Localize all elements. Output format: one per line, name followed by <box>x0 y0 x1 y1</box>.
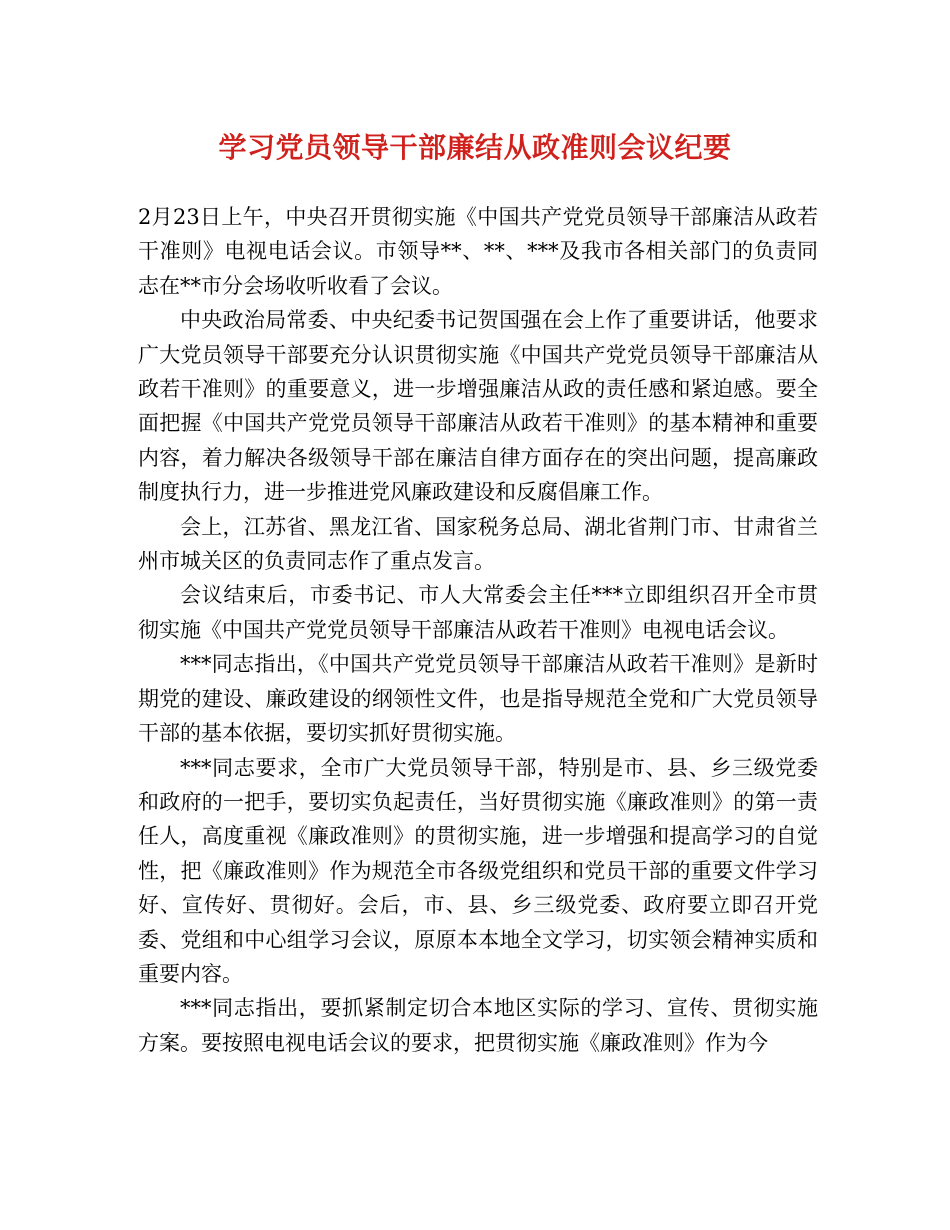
paragraph-5: ***同志指出，《中国共产党党员领导干部廉洁从政若干准则》是新时期党的建设、廉政建设的纲领性文件，也是指导规范全党和广大党员领导干部的基本依据，要切实抓好贯彻实施。 <box>138 652 818 746</box>
paragraph-6: ***同志要求，全市广大党员领导干部，特别是市、县、乡三级党委和政府的一把手，要切实负起责任，当好贯彻实施《廉政准则》的第一责任人，高度重视《廉政准则》的贯彻实施，进一步增强和提高学习的自觉性，把《廉政准则》作为规范全市各级党组织和党员干部的重要文件学习好、宣传好、贯彻好。会后，市、县、乡三级党委、政府要立即召开党委、党组和中心组学习会议，原原本本地全文学习，切实领会精神实质和重要内容。 <box>138 755 818 986</box>
paragraph-1: 2月23日上午，中央召开贯彻实施《中国共产党党员领导干部廉洁从政若干准则》电视电话会议。市领导**、**、***及我市各相关部门的负责同志在**市分会场收听收看了会议。 <box>138 205 818 298</box>
document-title: 学习党员领导干部廉结从政准则会议纪要 <box>218 131 732 164</box>
paragraph-2: 中央政治局常委、中央纪委书记贺国强在会上作了重要讲话，他要求广大党员领导干部要充分认识贯彻实施《中国共产党党员领导干部廉洁从政若干准则》的重要意义，进一步增强廉洁从政的责任感和紧迫感。要全面把握《中国共产党党员领导干部廉洁从政若干准则》的基本精神和重要内容，着力解决各级领导干部在廉洁自律方面存在的突出问题，提高廉政制度执行力，进一步推进党风廉政建设和反腐倡廉工作。 <box>138 308 818 505</box>
document-body <box>138 200 818 1060</box>
paragraph-3: 会上，江苏省、黑龙江省、国家税务总局、湖北省荆门市、甘肃省兰州市城关区的负责同志作了重点发言。 <box>138 514 818 574</box>
paragraph-7: ***同志指出，要抓紧制定切合本地区实际的学习、宣传、贯彻实施方案。要按照电视电话会议的要求，把贯彻实施《廉政准则》作为今 <box>138 996 818 1055</box>
paragraph-4: 会议结束后，市委书记、市人大常委会主任***立即组织召开全市贯彻实施《中国共产党党员领导干部廉洁从政若干准则》电视电话会议。 <box>138 583 818 642</box>
